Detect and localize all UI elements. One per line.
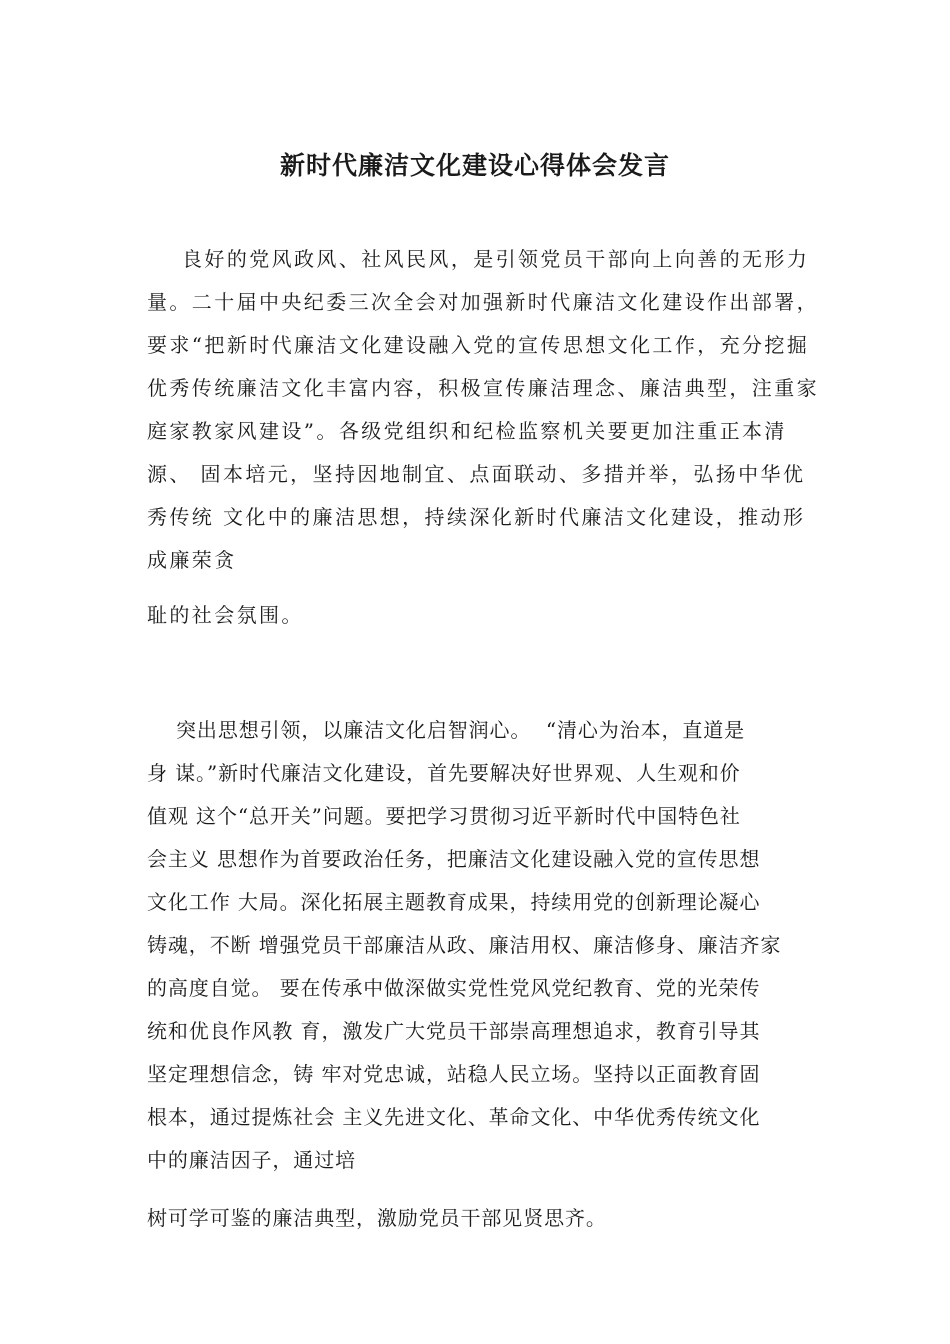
paragraph-2-line: 统和优良作风教 育，激发广大党员干部崇高理想追求，教育引导其 [147,1019,761,1043]
paragraph-1-continuation: 耻的社会氛围。 [147,603,304,627]
document-title: 新时代廉洁文化建设心得体会发言 [279,151,670,180]
paragraph-1-line: 良好的党风政风、社风民风，是引领党员干部向上向善的无形力 [147,247,810,271]
paragraph-2-line: 根本，通过提炼社会 主义先进文化、革命文化、中华优秀传统文化 [147,1105,761,1129]
paragraph-2-line: 突出思想引领，以廉洁文化启智润心。 “清心为治本，直道是 [147,718,746,742]
paragraph-1-line: 成廉荣贪 [147,548,237,572]
paragraph-1-line: 量。二十届中央纪委三次全会对加强新时代廉洁文化建设作出部署， [147,290,819,314]
paragraph-2-continuation: 树可学可鉴的廉洁典型，激励党员干部见贤思齐。 [147,1206,607,1230]
paragraph-1-line: 要求“把新时代廉洁文化建设融入党的宣传思想文化工作，充分挖掘 [147,333,810,357]
paragraph-1-line: 源、 固本培元，坚持因地制宜、点面联动、多措并举，弘扬中华优 [147,462,806,486]
paragraph-2-line: 文化工作 大局。深化拓展主题教育成果，持续用党的创新理论凝心 [147,890,761,914]
paragraph-1-line: 秀传统 文化中的廉洁思想，持续深化新时代廉洁文化建设，推动形 [147,505,806,529]
paragraph-2-line: 值观 这个“总开关”问题。要把学习贯彻习近平新时代中国特色社 [147,804,741,828]
paragraph-2-line: 中的廉洁因子，通过培 [147,1148,356,1172]
paragraph-2-line: 的高度自觉。 要在传承中做深做实党性党风党纪教育、党的光荣传 [147,976,761,1000]
paragraph-2-line: 坚定理想信念，铸 牢对党忠诚，站稳人民立场。坚持以正面教育固 [147,1062,761,1086]
paragraph-2-line: 会主义 思想作为首要政治任务，把廉洁文化建设融入党的宣传思想 [147,847,761,871]
paragraph-2-line: 身 谋。”新时代廉洁文化建设，首先要解决好世界观、人生观和价 [147,761,741,785]
paragraph-2-line: 铸魂，不断 增强党员干部廉洁从政、廉洁用权、廉洁修身、廉洁齐家 [147,933,782,957]
paragraph-1-line: 庭家教家风建设”。各级党组织和纪检监察机关要更加注重正本清 [147,419,787,443]
paragraph-1-line: 优秀传统廉洁文化丰富内容，积极宣传廉洁理念、廉洁典型，注重家 [147,376,819,400]
